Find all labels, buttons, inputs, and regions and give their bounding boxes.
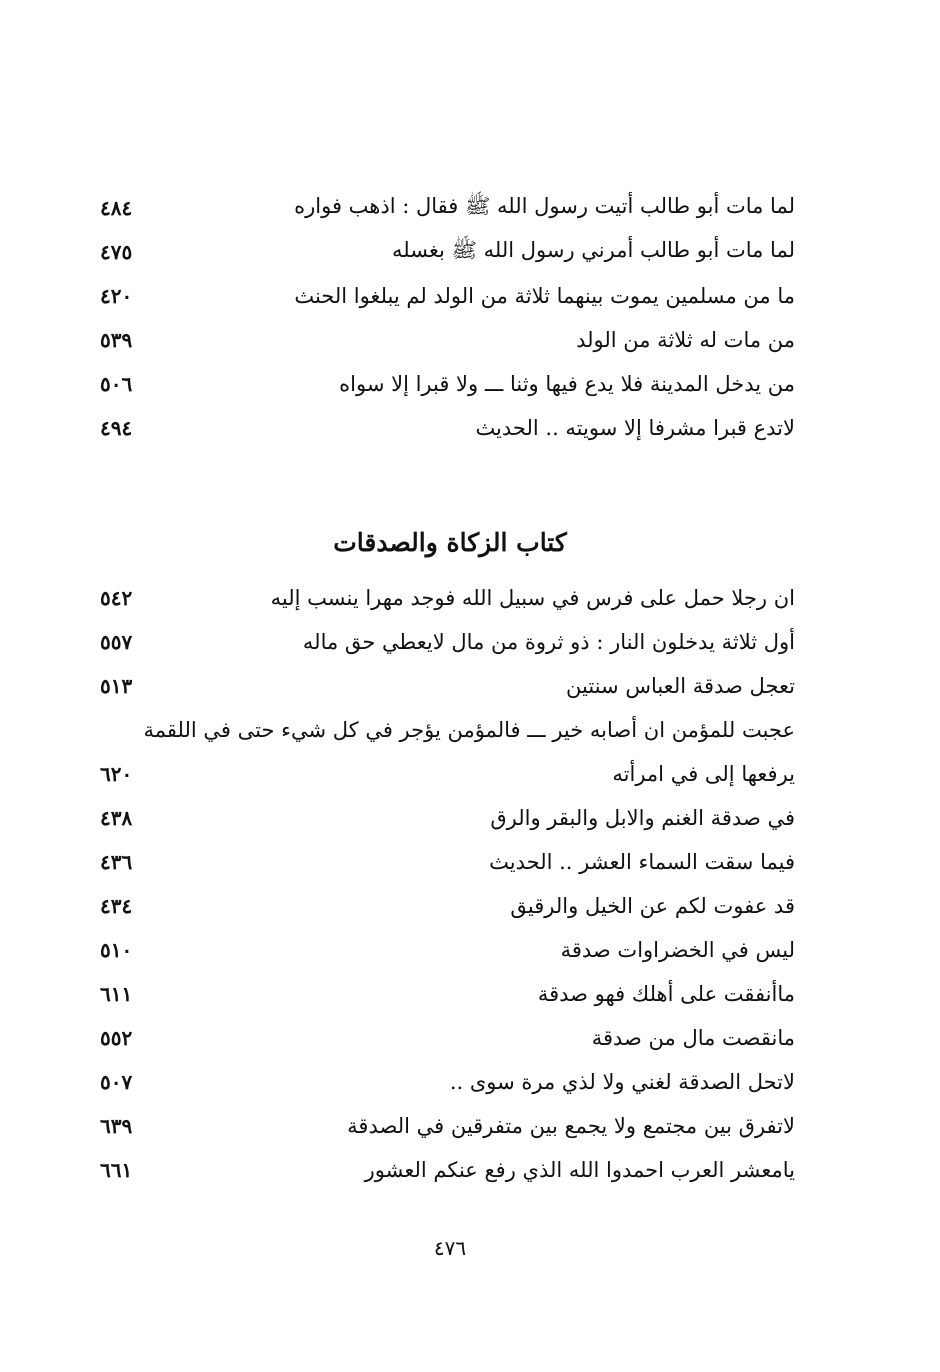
index-entry <box>100 620 795 664</box>
index-entry <box>100 1104 795 1148</box>
entry-page-number: ٥٥٢ <box>100 1026 133 1050</box>
index-entry <box>100 752 795 796</box>
entry-text: تعجل صدقة العباس سنتين <box>566 674 795 698</box>
index-entry <box>100 840 795 884</box>
entry-page-number: ٦١١ <box>100 982 133 1006</box>
section-heading: كتاب الزكاة والصدقات <box>333 528 567 557</box>
entry-text: ما من مسلمين يموت بينهما ثلاثة من الولد لم يبلغوا الحنث <box>294 284 795 308</box>
entry-page-number: ٥٠٧ <box>100 1070 133 1094</box>
wrapped-entry-line1: عجبت للمؤمن ان أصابه خير ـــ فالمؤمن يؤجر في كل شيء حتى في اللقمة <box>143 718 795 742</box>
entry-page-number: ٥٣٩ <box>100 328 133 352</box>
entry-text: لما مات أبو طالب أمرني رسول الله ﷺ بغسله <box>391 237 795 262</box>
index-entry <box>100 186 795 230</box>
entry-text: مانقصت مال من صدقة <box>591 1026 795 1050</box>
index-entry <box>100 928 795 972</box>
index-entry <box>100 230 795 274</box>
index-entry <box>100 1016 795 1060</box>
index-entry <box>100 972 795 1016</box>
index-entry <box>100 1060 795 1104</box>
entry-page-number: ٤٣٦ <box>100 850 133 874</box>
entry-page-number: ٥١٠ <box>100 938 133 962</box>
entry-text: يامعشر العرب احمدوا الله الذي رفع عنكم العشور <box>364 1158 795 1182</box>
index-entry <box>100 406 795 450</box>
entry-page-number: ٤٩٤ <box>100 416 133 440</box>
entry-text: من مات له ثلاثة من الولد <box>576 328 795 352</box>
index-entry <box>100 796 795 840</box>
entry-page-number: ٤٢٠ <box>100 284 133 308</box>
entry-text: فيما سقت السماء العشر .. الحديث <box>489 850 795 874</box>
index-entry <box>100 318 795 362</box>
entry-page-number: ٥٥٧ <box>100 630 133 654</box>
entry-text: ان رجلا حمل على فرس في سبيل الله فوجد مهرا ينسب إليه <box>270 586 795 610</box>
entry-page-number: ٦٣٩ <box>100 1114 133 1138</box>
entry-page-number: ٤٣٨ <box>100 806 133 830</box>
entry-text: يرفعها إلى في امرأته <box>612 762 795 786</box>
page-number: ٤٧٦ <box>433 1236 467 1260</box>
entry-text: قد عفوت لكم عن الخيل والرقيق <box>510 894 795 918</box>
index-entry <box>100 664 795 708</box>
entry-page-number: ٤٨٤ <box>100 196 133 220</box>
entry-text: في صدقة الغنم والابل والبقر والرق <box>490 806 795 830</box>
entry-page-number: ٤٣٤ <box>100 894 133 918</box>
entry-text: أول ثلاثة يدخلون النار : ذو ثروة من مال لايعطي حق ماله <box>302 630 795 654</box>
entry-page-number: ٦٢٠ <box>100 762 133 786</box>
entry-page-number: ٥٤٢ <box>100 586 133 610</box>
entry-text: ماأنفقت على أهلك فهو صدقة <box>537 982 795 1006</box>
index-entry <box>100 1148 795 1192</box>
entry-text: لاتحل الصدقة لغني ولا لذي مرة سوى .. <box>449 1070 795 1094</box>
entry-text: ليس في الخضراوات صدقة <box>560 938 795 962</box>
entry-page-number: ٤٧٥ <box>100 240 133 264</box>
entry-text: لاتدع قبرا مشرفا إلا سويته .. الحديث <box>475 416 795 440</box>
index-entry <box>100 362 795 406</box>
entry-page-number: ٥١٣ <box>100 674 133 698</box>
index-entry <box>100 884 795 928</box>
entry-page-number: ٦٦١ <box>100 1158 133 1182</box>
index-entry <box>100 274 795 318</box>
entry-page-number: ٥٠٦ <box>100 372 133 396</box>
entry-text: من يدخل المدينة فلا يدع فيها وثنا ـــ ولا قبرا إلا سواه <box>339 372 795 396</box>
index-entry <box>100 576 795 620</box>
entry-text: لما مات أبو طالب أتيت رسول الله ﷺ فقال : اذهب فواره <box>294 193 795 218</box>
entry-text: لاتفرق بين مجتمع ولا يجمع بين متفرقين في الصدقة <box>347 1114 795 1138</box>
